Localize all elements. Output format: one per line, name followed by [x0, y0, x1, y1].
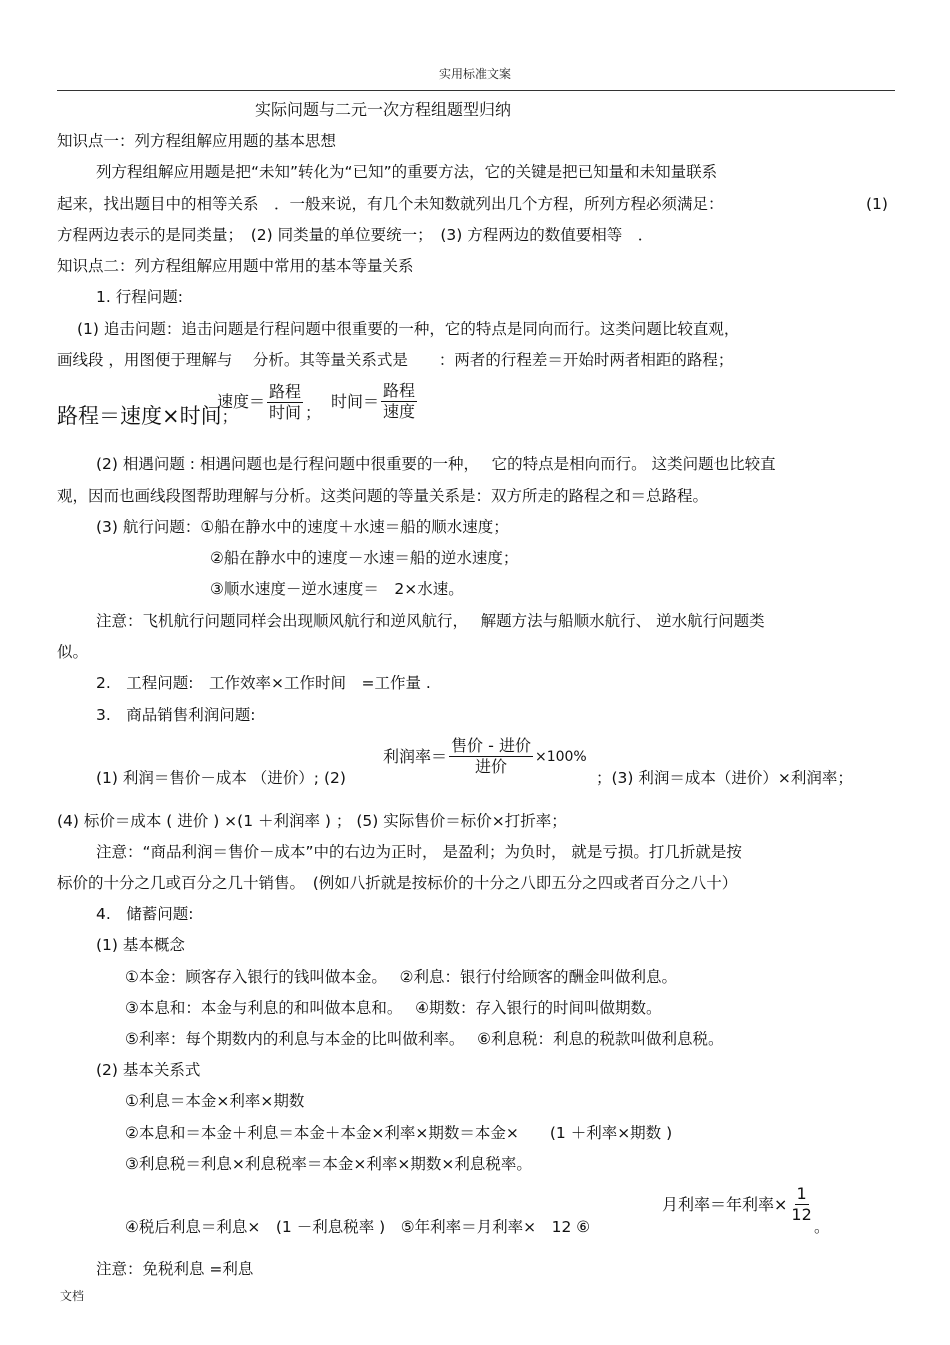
section-heading-1: 知识点一：列方程组解应用题的基本思想 [57, 132, 337, 150]
formula-profit-rate: 利润率＝ $\frac{\text{售价 - 进价}}{\text{进价}}$ ×100% [383, 736, 587, 776]
header-rule [57, 90, 895, 91]
page-footer: 文档 [60, 1289, 85, 1303]
paragraph-line: (1) 基本概念 [96, 936, 185, 954]
paragraph-line: 观，因而也画线段图帮助理解与分析。这类问题的等量关系是：双方所走的路程之和＝总路程。 [57, 487, 709, 505]
paragraph-line: ④税后利息＝利息× (1 －利息税率 ) ⑤年利率＝月利率× 12 ⑥ [125, 1218, 591, 1236]
subsection-heading: 4. 储蓄问题: [96, 905, 194, 923]
page-header: 实用标准文案 [438, 67, 511, 81]
document-title: 实际问题与二元一次方程组题型归纳 [255, 100, 512, 119]
paragraph-line: 注意：“商品利润＝售价－成本”中的右边为正时， 是盈利；为负时， 就是亏损。打几折就是按 [96, 843, 742, 861]
paragraph-line: ③本息和：本金与利息的和叫做本息和。 ④期数：存入银行的时间叫做期数。 [125, 999, 662, 1017]
paragraph-line: ③顺水速度－逆水速度＝ 2×水速。 [210, 580, 464, 598]
paragraph-line: (1) 追击问题：追击问题是行程问题中很重要的一种，它的特点是同向而行。这类问题比较直观， [77, 320, 740, 338]
formula-time: 时间＝ $\frac{\text{路程}}{\text{速度}}$ [331, 381, 416, 421]
formula-speed: 速度＝ $\frac{\text{路程}}{\text{时间}}$ ； [217, 381, 322, 422]
paragraph-line: ③利息税＝利息×利息税率＝本金×利率×期数×利息税率。 [125, 1155, 532, 1173]
formula-distance: 路程＝速度×时间 ； [57, 404, 238, 428]
paragraph-line: 注意：飞机航行问题同样会出现顺风航行和逆风航行， 解题方法与船顺水航行、 逆水航行问题类 [96, 612, 765, 630]
paragraph-line: 标价的十分之几或百分之几十销售。 (例如八折就是按标价的十分之八即五分之四或者百分之八十） [57, 874, 738, 892]
subsection-heading: 3. 商品销售利润问题: [96, 706, 256, 724]
paragraph-line: 注意：免税利息 =利息 [96, 1260, 254, 1278]
paragraph-line: ①利息＝本金×利率×期数 [125, 1092, 305, 1110]
paragraph-line: ①本金：顾客存入银行的钱叫做本金。 ②利息：银行付给顾客的酬金叫做利息。 [125, 968, 677, 986]
paragraph-line: ②船在静水中的速度－水速＝船的逆水速度； [210, 549, 519, 567]
paragraph-line: 似。 [57, 643, 89, 661]
paragraph-line: ⑤利率：每个期数内的利息与本金的比叫做利率。 ⑥利息税：利息的税款叫做利息税。 [125, 1030, 724, 1048]
paragraph-line: ；(3) 利润＝成本（进价）×利润率； [596, 769, 853, 787]
paragraph-line: 列方程组解应用题是把“未知”转化为“已知”的重要方法，它的关键是把已知量和未知量联系 [96, 163, 718, 181]
paragraph-line: (1) 利润＝售价－成本 （进价）; (2) [96, 769, 346, 787]
paragraph-line: (1) [866, 195, 888, 213]
formula-monthly-rate: 月利率＝年利率× $\frac{1}{12}$ [662, 1184, 812, 1224]
paragraph-line: (2) 相遇问题 : 相遇问题也是行程问题中很重要的一种， 它的特点是相向而行。 这类问题也比较直 [96, 455, 776, 473]
paragraph-line: (2) 基本关系式 [96, 1061, 201, 1079]
subsection-heading: 1. 行程问题: [96, 288, 183, 306]
paragraph-line: 画线段 ，用图便于理解与 分析。其等量关系式是 ：两者的行程差＝开始时两者相距的路程； [57, 351, 734, 369]
section-heading-2: 知识点二：列方程组解应用题中常用的基本等量关系 [57, 257, 414, 275]
paragraph-line: ②本息和＝本金＋利息＝本金＋本金×利率×期数＝本金× (1 ＋利率×期数 ) [125, 1124, 673, 1142]
paragraph-line: 起来，找出题目中的相等关系 ．一般来说，有几个未知数就列出几个方程，所列方程必须满足： [57, 195, 724, 213]
paragraph-line: 方程两边表示的是同类量； (2) 同类量的单位要统一； (3) 方程两边的数值要相等 ． [57, 226, 654, 244]
paragraph-line: 。 [814, 1218, 830, 1236]
paragraph-line: (3) 航行问题：①船在静水中的速度＋水速＝船的顺水速度； [96, 518, 509, 536]
paragraph-line: (4) 标价＝成本 ( 进价 ) ×(1 ＋利润率 ) ； (5) 实际售价＝标价×打折率； [57, 812, 567, 830]
subsection-heading: 2. 工程问题: 工作效率×工作时间 =工作量 . [96, 674, 431, 692]
